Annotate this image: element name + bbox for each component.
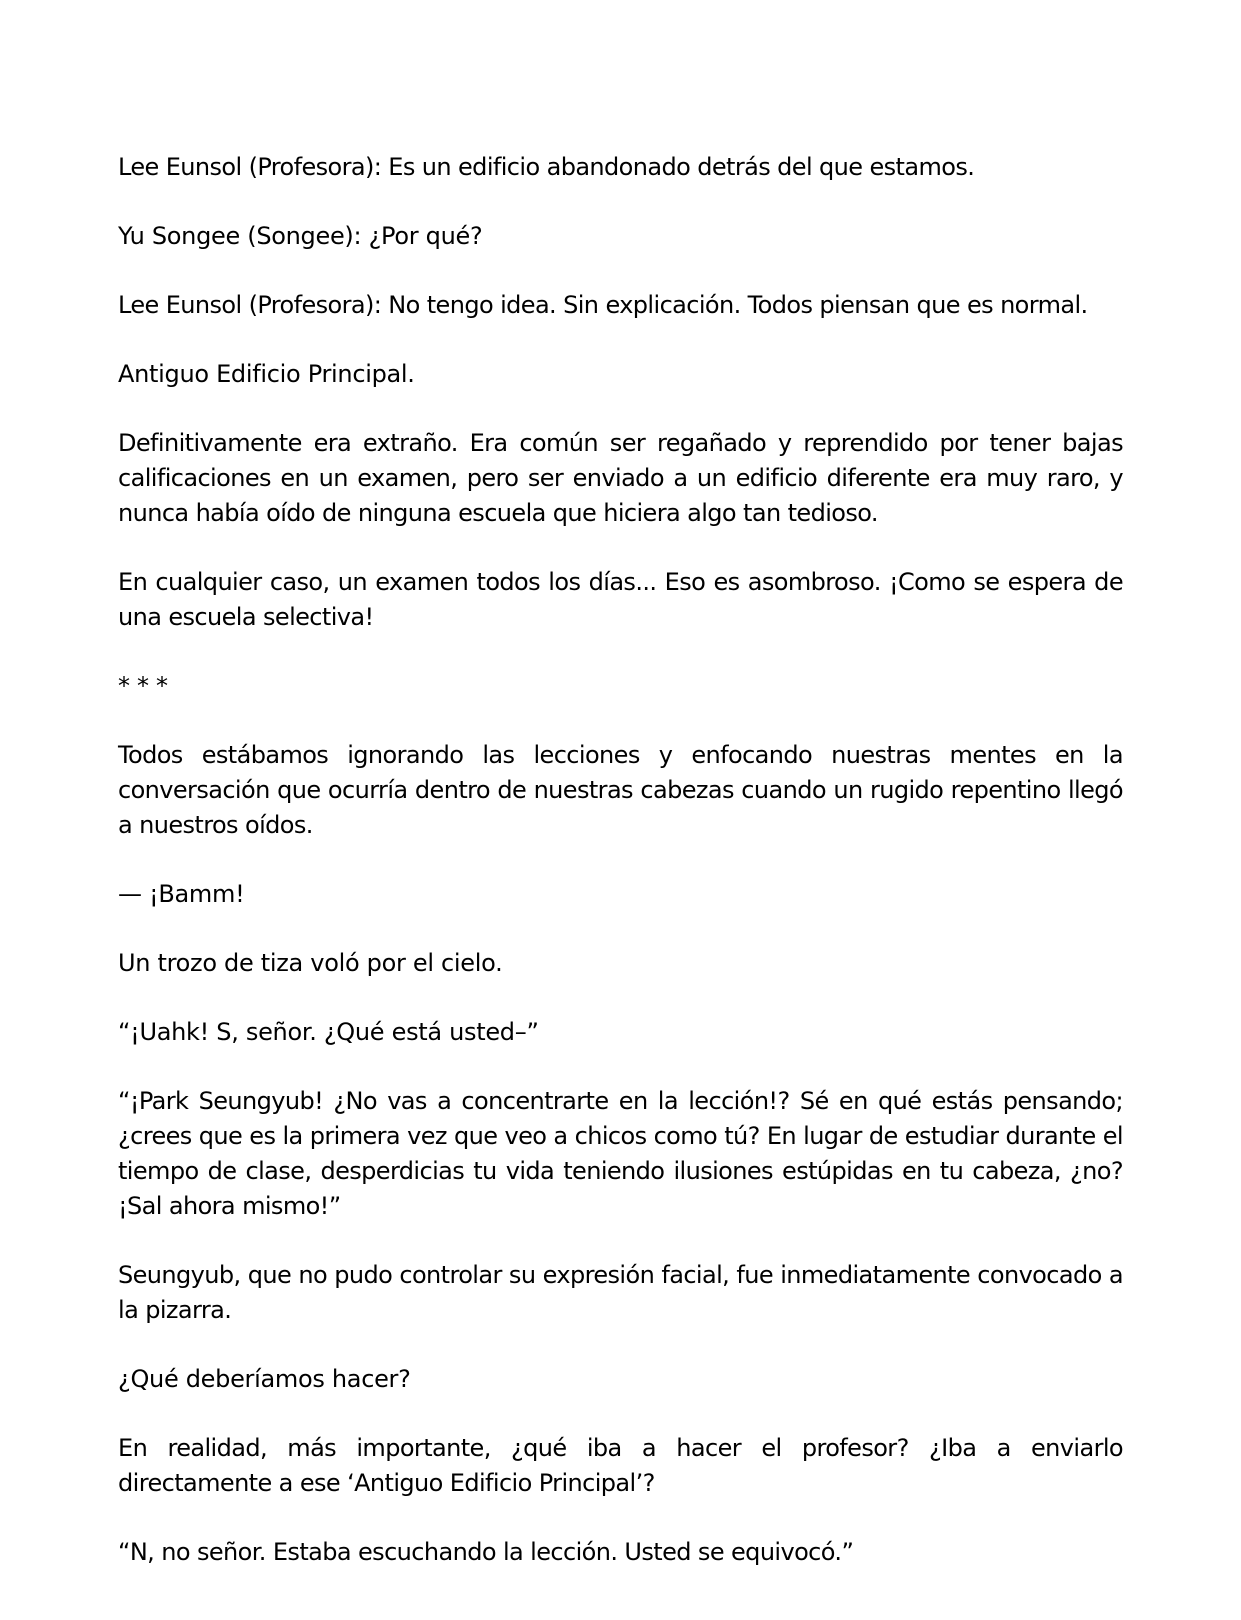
paragraph: — ¡Bamm! [118,880,245,908]
dialogue-line: Yu Songee (Songee): ¿Por qué? [118,222,483,250]
dialogue-quote: “¡Park Seungyub! ¿No vas a concentrarte en la lección!? Sé en qué estás pensando; ¿crees que es la primera vez que veo a chicos como tú? En lugar de estudiar durante el tiempo de clase, desperdicias tu vida teniendo ilusiones estúpidas en tu cabeza, ¿no? ¡Sal ahora mismo!” [118,1087,1123,1220]
paragraph: Definitivamente era extraño. Era común ser regañado y reprendido por tener bajas calificaciones en un examen, pero ser enviado a un edificio diferente era muy raro, y nunca había oído de ninguna escuela que hiciera algo tan tedioso. [118,429,1123,527]
dialogue-line: Lee Eunsol (Profesora): Es un edificio abandonado detrás del que estamos. [118,153,975,181]
dialogue-quote: “¡Uahk! S, señor. ¿Qué está usted–” [118,1018,539,1046]
paragraph: Seungyub, que no pudo controlar su expresión facial, fue inmediatamente convocado a la pizarra. [118,1261,1123,1324]
paragraph: Todos estábamos ignorando las lecciones y enfocando nuestras mentes en la conversación que ocurría dentro de nuestras cabezas cuando un rugido repentino llegó a nuestros oídos. [118,741,1123,839]
paragraph: Un trozo de tiza voló por el cielo. [118,949,503,977]
paragraph: ¿Qué deberíamos hacer? [118,1365,411,1393]
paragraph: Antiguo Edificio Principal. [118,360,415,388]
paragraph: En realidad, más importante, ¿qué iba a hacer el profesor? ¿Iba a enviarlo directamente a ese ‘Antiguo Edificio Principal’? [118,1434,1123,1497]
dialogue-quote: “N, no señor. Estaba escuchando la lección. Usted se equivocó.” [118,1538,854,1566]
document-body [118,150,1123,1604]
scene-break: * * * [118,672,168,700]
dialogue-line: Lee Eunsol (Profesora): No tengo idea. Sin explicación. Todos piensan que es normal. [118,291,1088,319]
paragraph: En cualquier caso, un examen todos los días... Eso es asombroso. ¡Como se espera de una escuela selectiva! [118,568,1123,631]
